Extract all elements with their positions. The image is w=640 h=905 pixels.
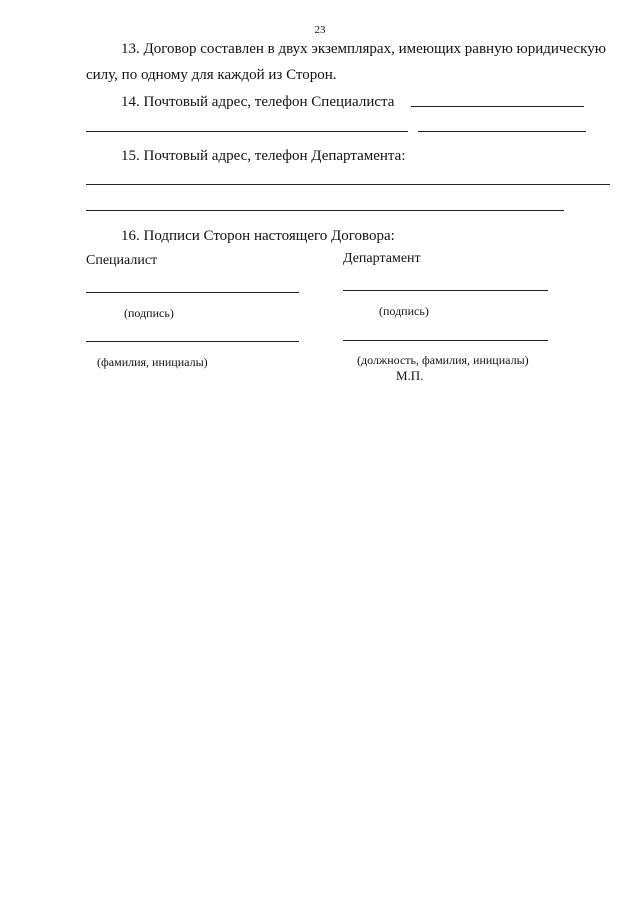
specialist-label: Специалист: [86, 253, 158, 268]
specialist-address-line-1: [411, 106, 584, 107]
specialist-signature-caption: (подпись): [124, 306, 174, 320]
department-address-line-2: [86, 210, 564, 211]
department-signature-caption: (подпись): [379, 304, 429, 318]
clause-15: 15. Почтовый адрес, телефон Департамента:: [121, 148, 406, 164]
specialist-address-line-2a: [86, 131, 408, 132]
clause-16: 16. Подписи Сторон настоящего Договора:: [121, 228, 395, 244]
seal-placeholder: М.П.: [396, 368, 424, 383]
page-number: 23: [314, 24, 326, 36]
department-signature-line: [343, 290, 548, 291]
department-name-line: [343, 340, 548, 341]
specialist-address-line-2b: [418, 131, 586, 132]
specialist-signature-line: [86, 292, 299, 293]
department-address-line-1: [86, 184, 610, 185]
department-label: Департамент: [343, 251, 421, 266]
department-name-caption: (должность, фамилия, инициалы): [357, 353, 529, 367]
clause-13-line-1: 13. Договор составлен в двух экземплярах, имеющих равную юридическую: [121, 41, 606, 57]
clause-13-line-2: силу, по одному для каждой из Сторон.: [86, 67, 337, 83]
clause-14: 14. Почтовый адрес, телефон Специалиста: [121, 94, 395, 110]
specialist-name-line: [86, 341, 299, 342]
specialist-name-caption: (фамилия, инициалы): [97, 355, 208, 369]
